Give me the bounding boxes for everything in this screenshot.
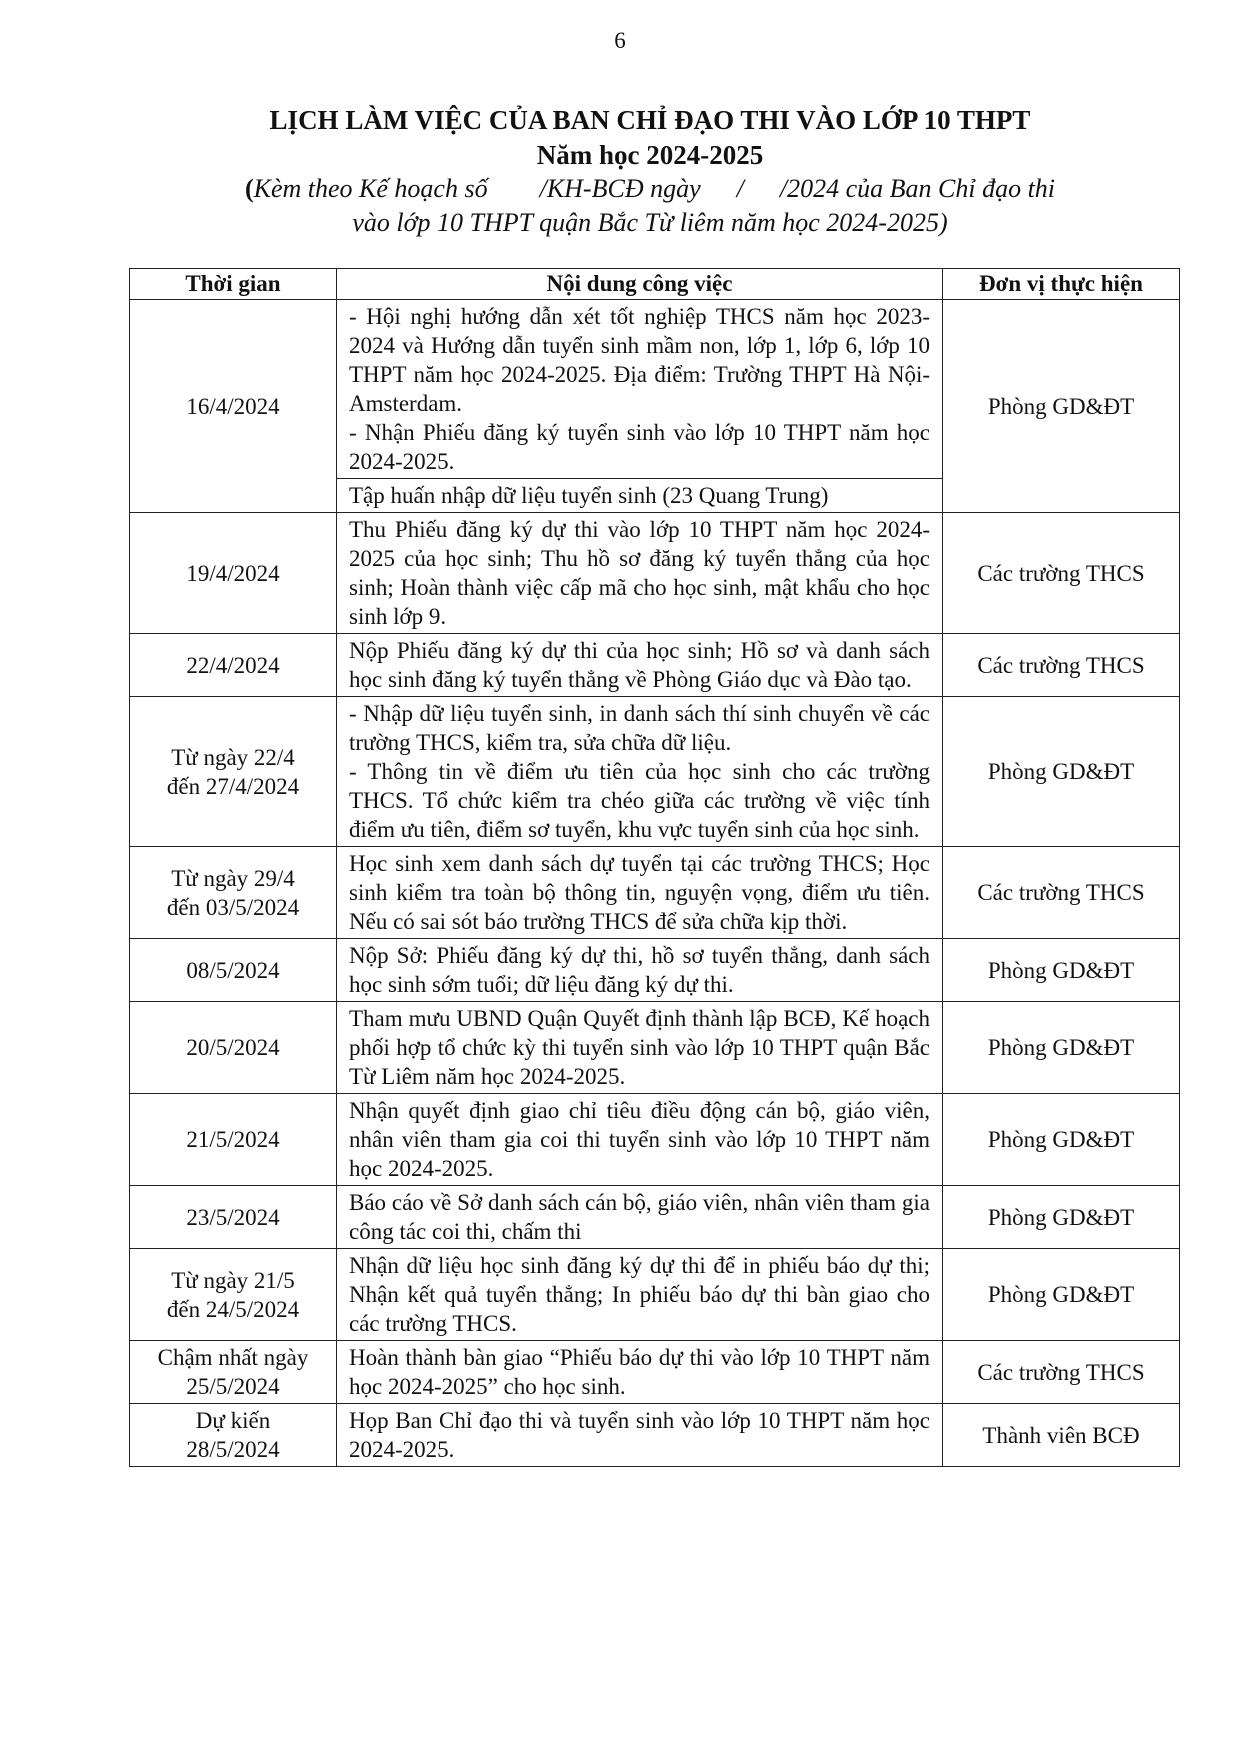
header-time: Thời gian xyxy=(130,269,337,300)
row-unit: Phòng GD&ĐT xyxy=(943,1186,1180,1249)
table-row xyxy=(130,1002,1180,1094)
note-part-3: / xyxy=(736,174,744,203)
table-header-row xyxy=(130,269,1180,300)
row-date: Từ ngày 29/4 đến 03/5/2024 xyxy=(130,847,337,939)
schedule-table xyxy=(129,268,1180,1467)
header-unit: Đơn vị thực hiện xyxy=(943,269,1180,300)
note-part-1: Kèm theo Kế hoạch số xyxy=(253,174,488,203)
row-content: - Nhập dữ liệu tuyển sinh, in danh sách thí sinh chuyển về các trường THCS, kiểm tra, sửa chữa dữ liệu. - Thông tin về điểm ưu tiên của học sinh cho các trường THCS. Tổ chức kiểm tra chéo giữa các trường về việc tính điểm ưu tiên, điểm sơ tuyển, khu vực tuyển sinh của học sinh. xyxy=(337,697,943,847)
row-date: 22/4/2024 xyxy=(130,634,337,697)
table-row xyxy=(130,1186,1180,1249)
row-date: 19/4/2024 xyxy=(130,513,337,634)
row-date: 23/5/2024 xyxy=(130,1186,337,1249)
row-unit: Phòng GD&ĐT xyxy=(943,1094,1180,1186)
row-content: Thu Phiếu đăng ký dự thi vào lớp 10 THPT năm học 2024-2025 của học sinh; Thu hồ sơ đăng ký tuyển thẳng của học sinh; Hoàn thành việc cấp mã cho học sinh, mật khẩu cho học sinh lớp 9. xyxy=(337,513,943,634)
row-date: Chậm nhất ngày 25/5/2024 xyxy=(130,1341,337,1404)
table-row xyxy=(130,697,1180,847)
table-row xyxy=(130,634,1180,697)
row-date: 16/4/2024 xyxy=(130,300,337,513)
row-content: - Hội nghị hướng dẫn xét tốt nghiệp THCS năm học 2023-2024 và Hướng dẫn tuyển sinh mầm non, lớp 1, lớp 6, lớp 10 THPT năm học 2024-2025. Địa điểm: Trường THPT Hà Nội-Amsterdam. - Nhận Phiếu đăng ký tuyển sinh vào lớp 10 THPT năm học 2024-2025. xyxy=(337,300,943,479)
row-unit: Các trường THCS xyxy=(943,847,1180,939)
row-content: Nộp Phiếu đăng ký dự thi của học sinh; Hồ sơ và danh sách học sinh đăng ký tuyển thẳng về Phòng Giáo dục và Đào tạo. xyxy=(337,634,943,697)
document-note: (Kèm theo Kế hoạch số /KH-BCĐ ngày / /2024 của Ban Chỉ đạo thi xyxy=(244,174,1056,203)
table-row xyxy=(130,1094,1180,1186)
row-unit: Phòng GD&ĐT xyxy=(943,939,1180,1002)
document-heading xyxy=(120,102,1180,240)
row-date: 08/5/2024 xyxy=(130,939,337,1002)
row-unit: Thành viên BCĐ xyxy=(943,1404,1180,1467)
row-date: Từ ngày 22/4 đến 27/4/2024 xyxy=(130,697,337,847)
table-row xyxy=(130,513,1180,634)
table-row xyxy=(130,1404,1180,1467)
document-title: LỊCH LÀM VIỆC CỦA BAN CHỈ ĐẠO THI VÀO LỚP 10 THPT xyxy=(269,105,1031,135)
note-part-2: /KH-BCĐ ngày xyxy=(539,174,701,203)
row-content: Tham mưu UBND Quận Quyết định thành lập BCĐ, Kế hoạch phối hợp tổ chức kỳ thi tuyển sinh vào lớp 10 THPT quận Bắc Từ Liêm năm học 2024-2025. xyxy=(337,1002,943,1094)
row-content: Nhận quyết định giao chỉ tiêu điều động cán bộ, giáo viên, nhân viên tham gia coi thi tuyển sinh vào lớp 10 THPT năm học 2024-2025. xyxy=(337,1094,943,1186)
document-note-line-2: vào lớp 10 THPT quận Bắc Từ liêm năm học 2024-2025) xyxy=(352,208,948,237)
table-row xyxy=(130,939,1180,1002)
row-content: Họp Ban Chỉ đạo thi và tuyển sinh vào lớp 10 THPT năm học 2024-2025. xyxy=(337,1404,943,1467)
row-unit: Phòng GD&ĐT xyxy=(943,1249,1180,1341)
document-subtitle: Năm học 2024-2025 xyxy=(536,140,764,170)
row-content: Hoàn thành bàn giao “Phiếu báo dự thi vào lớp 10 THPT năm học 2024-2025” cho học sinh. xyxy=(337,1341,943,1404)
table-row xyxy=(130,847,1180,939)
row-content: Nộp Sở: Phiếu đăng ký dự thi, hồ sơ tuyển thẳng, danh sách học sinh sớm tuổi; dữ liệu đăng ký dự thi. xyxy=(337,939,943,1002)
header-content: Nội dung công việc xyxy=(337,269,943,300)
note-part-4: /2024 của Ban Chỉ đạo thi xyxy=(779,174,1056,203)
row-content: Báo cáo về Sở danh sách cán bộ, giáo viên, nhân viên tham gia công tác coi thi, chấm thi xyxy=(337,1186,943,1249)
row-content: Tập huấn nhập dữ liệu tuyển sinh (23 Quang Trung) xyxy=(337,479,943,513)
row-content: Học sinh xem danh sách dự tuyển tại các trường THCS; Học sinh kiểm tra toàn bộ thông tin, nguyện vọng, điểm ưu tiên. Nếu có sai sót báo trường THCS để sửa chữa kịp thời. xyxy=(337,847,943,939)
row-content: Nhận dữ liệu học sinh đăng ký dự thi để in phiếu báo dự thi; Nhận kết quả tuyển thẳng; In phiếu báo dự thi bàn giao cho các trường THCS. xyxy=(337,1249,943,1341)
row-unit: Các trường THCS xyxy=(943,634,1180,697)
table-row xyxy=(130,1341,1180,1404)
row-unit: Các trường THCS xyxy=(943,513,1180,634)
table-row xyxy=(130,300,1180,479)
page-number: 6 xyxy=(614,28,626,53)
table-row xyxy=(130,1249,1180,1341)
row-date: Từ ngày 21/5 đến 24/5/2024 xyxy=(130,1249,337,1341)
row-date: 20/5/2024 xyxy=(130,1002,337,1094)
row-unit: Phòng GD&ĐT xyxy=(943,300,1180,513)
row-date: 21/5/2024 xyxy=(130,1094,337,1186)
row-date: Dự kiến 28/5/2024 xyxy=(130,1404,337,1467)
row-unit: Phòng GD&ĐT xyxy=(943,1002,1180,1094)
row-unit: Các trường THCS xyxy=(943,1341,1180,1404)
row-unit: Phòng GD&ĐT xyxy=(943,697,1180,847)
